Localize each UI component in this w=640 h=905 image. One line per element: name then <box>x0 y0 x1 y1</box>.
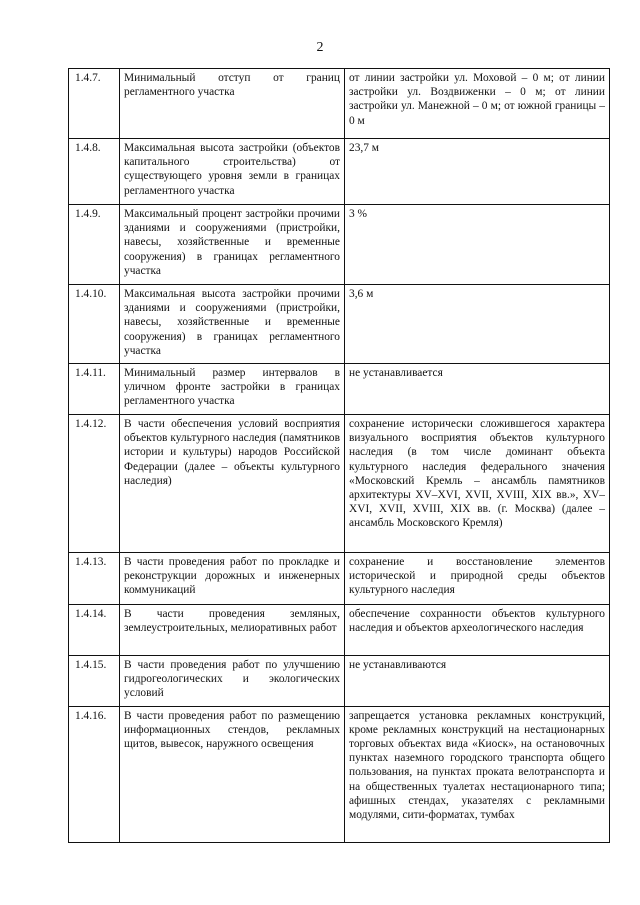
parameter-name: В части проведения работ по прокладке и реконструкции дорожных и инженерных коммуникаций <box>120 553 345 605</box>
parameter-name: Минимальный размер интервалов в уличном фронте застройки в границах регламентного участка <box>120 364 345 415</box>
table-row <box>69 605 610 656</box>
table-row <box>69 706 610 842</box>
parameter-value: 23,7 м <box>345 139 610 205</box>
row-number: 1.4.7. <box>69 69 120 139</box>
page-number: 2 <box>316 40 324 55</box>
table-row <box>69 364 610 415</box>
table-row <box>69 415 610 553</box>
table-row <box>69 139 610 205</box>
row-number: 1.4.9. <box>69 205 120 285</box>
table-row <box>69 285 610 364</box>
parameter-value: не устанавливается <box>345 364 610 415</box>
parameter-name: Максимальная высота застройки прочими зданиями и сооружениями (пристройки, навесы, хозяйственные и временные сооружения) в границах регламентного участка <box>120 285 345 364</box>
parameter-name: Максимальный процент застройки прочими зданиями и сооружениями (пристройки, навесы, хозяйственные и временные сооружения) в границах регламентного участка <box>120 205 345 285</box>
row-number: 1.4.10. <box>69 285 120 364</box>
parameter-name: В части обеспечения условий восприятия объектов культурного наследия (памятников истории и культуры) народов Российской Федерации (далее – объекты культурного наследия) <box>120 415 345 553</box>
parameter-value: 3,6 м <box>345 285 610 364</box>
table-row <box>69 69 610 139</box>
parameter-value: не устанавливаются <box>345 656 610 707</box>
table-row <box>69 656 610 707</box>
table-row <box>69 553 610 605</box>
row-number: 1.4.14. <box>69 605 120 656</box>
row-number: 1.4.15. <box>69 656 120 707</box>
parameter-value: 3 % <box>345 205 610 285</box>
parameter-name: В части проведения земляных, землеустроительных, мелиоративных работ <box>120 605 345 656</box>
parameter-name: В части проведения работ по улучшению гидрогеологических и экологических условий <box>120 656 345 707</box>
parameter-value: запрещается установка рекламных конструкций, кроме рекламных конструкций на нестационарных торговых объектах вида «Киоск», на остановочных пунктах наземного городского транспорта общего пользования, на пунктах проката велотранспорта и на общественных туалетах нестационарного типа; афишных стендах, указателях с рекламными модулями, сити-форматах, тумбах <box>345 706 610 842</box>
parameter-value: сохранение и восстановление элементов исторической и природной среды объектов культурного наследия <box>345 553 610 605</box>
row-number: 1.4.16. <box>69 706 120 842</box>
parameter-value: сохранение исторически сложившегося характера визуального восприятия объектов культурного наследия (в том числе доминант объекта культурного наследия федерального значения «Московский Кремль – ансамбль памятников архитектуры XV–XVI, XVII, XVIII, XIX вв.», XV–XVI, XVII, XVIII, XIX вв. (г. Москва) (далее – ансамбль Московского Кремля) <box>345 415 610 553</box>
parameter-value: от линии застройки ул. Моховой – 0 м; от линии застройки ул. Воздвиженки – 0 м; от линии застройки ул. Манежной – 0 м; от южной границы – 0 м <box>345 69 610 139</box>
row-number: 1.4.11. <box>69 364 120 415</box>
row-number: 1.4.8. <box>69 139 120 205</box>
regulations-table <box>68 68 610 843</box>
row-number: 1.4.13. <box>69 553 120 605</box>
row-number: 1.4.12. <box>69 415 120 553</box>
table-row <box>69 205 610 285</box>
parameter-name: Максимальная высота застройки (объектов капитального строительства) от существующего уровня земли в границах регламентного участка <box>120 139 345 205</box>
parameter-name: В части проведения работ по размещению информационных стендов, рекламных щитов, вывесок, наружного освещения <box>120 706 345 842</box>
parameter-value: обеспечение сохранности объектов культурного наследия и объектов археологического наследия <box>345 605 610 656</box>
parameter-name: Минимальный отступ от границ регламентного участка <box>120 69 345 139</box>
